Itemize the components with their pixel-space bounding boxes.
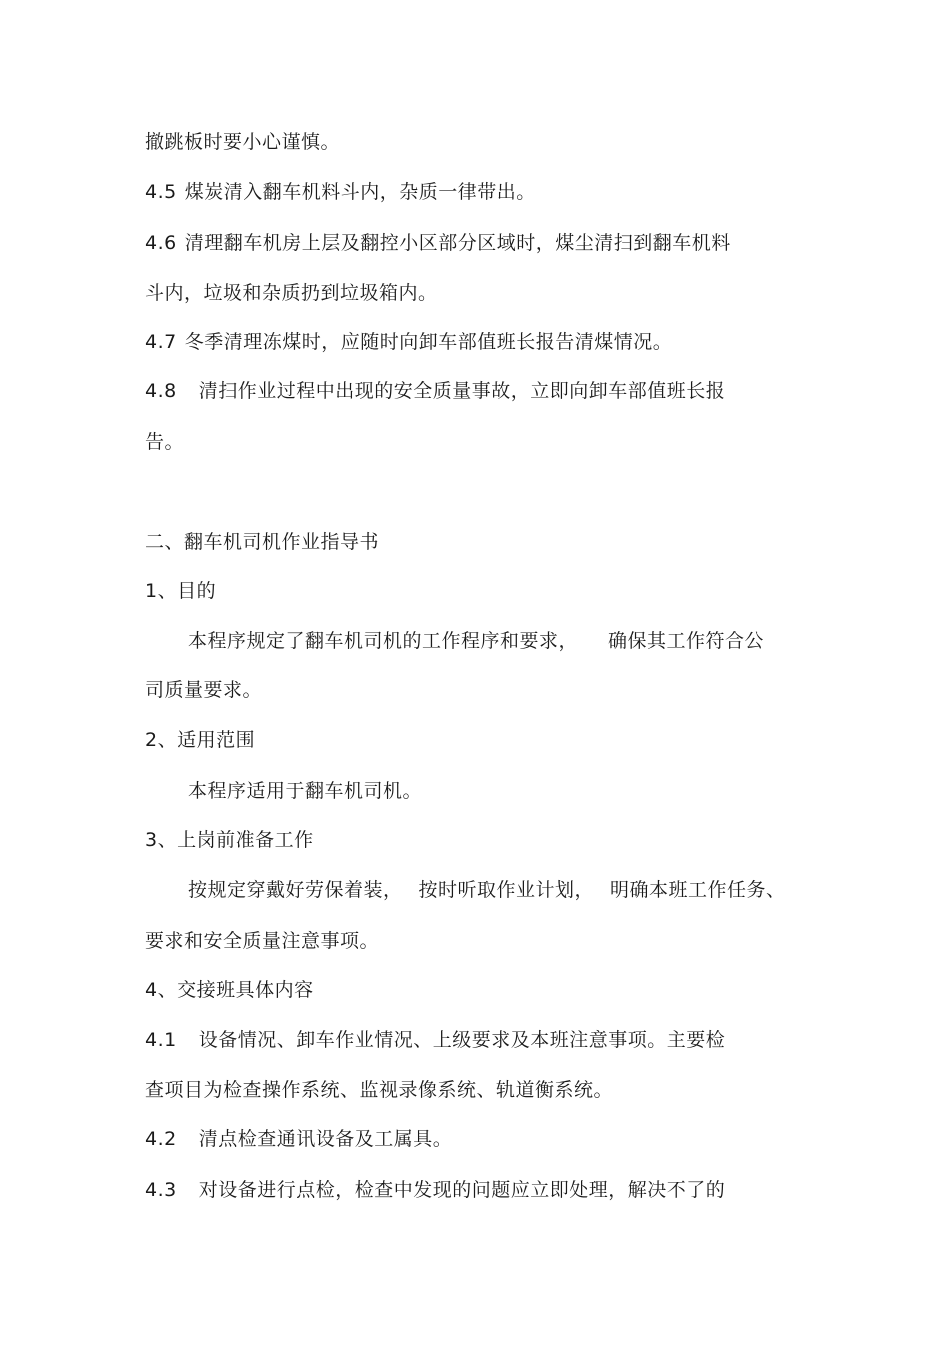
paragraph-text: 按规定穿戴好劳保着装，	[188, 879, 403, 901]
paragraph-text: 明确本班工作任务、	[610, 879, 786, 901]
paragraph-text: 斗内，垃圾和杂质扔到垃圾箱内。	[145, 282, 438, 304]
item-number: 4.7	[145, 331, 177, 353]
paragraph-text: 要求和安全质量注意事项。	[145, 930, 380, 952]
item-number: 4.6	[145, 232, 177, 254]
text-line-7	[145, 429, 184, 455]
item-4-8	[145, 378, 725, 404]
section-title: 二、翻车机司机作业指导书	[145, 531, 380, 553]
item-number: 4.1	[145, 1029, 177, 1051]
item-4-7	[145, 329, 672, 355]
text-line-16	[145, 928, 379, 954]
item-number: 4.3	[145, 1179, 177, 1201]
text-line-11	[145, 677, 262, 703]
paragraph-text: 告。	[145, 431, 185, 453]
item-text: 设备情况、卸车作业情况、上级要求及本班注意事项。主要检	[198, 1029, 726, 1051]
subheading-text: 4、交接班具体内容	[145, 979, 314, 1001]
paragraph-text: 确保其工作符合公	[608, 630, 765, 652]
text-line-1	[145, 129, 340, 155]
paragraph-text: 按时听取作业计划，	[418, 879, 595, 901]
item-4-5	[145, 179, 536, 205]
subheading-scope	[145, 727, 255, 753]
item-text: 清点检查通讯设备及工属具。	[198, 1128, 453, 1150]
item-4-2	[145, 1126, 452, 1152]
subheading-text: 3、上岗前准备工作	[145, 829, 314, 851]
paragraph-text: 本程序规定了翻车机司机的工作程序和要求，	[188, 630, 579, 652]
item-4-6	[145, 230, 731, 256]
subheading-preparation	[145, 827, 314, 853]
text-line-13	[188, 778, 422, 804]
section-heading	[145, 529, 379, 555]
item-4-3	[145, 1177, 725, 1203]
item-number: 4.8	[145, 380, 177, 402]
item-text: 冬季清理冻煤时，应随时向卸车部值班长报告清煤情况。	[184, 331, 673, 353]
item-text: 清理翻车机房上层及翻控小区部分区域时，煤尘清扫到翻车机料	[184, 232, 731, 254]
paragraph-text: 撤跳板时要小心谨慎。	[145, 131, 341, 153]
subheading-text: 2、适用范围	[145, 729, 256, 751]
text-line-15	[188, 877, 786, 903]
text-line-4	[145, 280, 438, 306]
paragraph-text: 司质量要求。	[145, 679, 263, 701]
item-text: 对设备进行点检，检查中发现的问题应立即处理，解决不了的	[198, 1179, 726, 1201]
item-number: 4.5	[145, 181, 177, 203]
item-number: 4.2	[145, 1128, 177, 1150]
subheading-text: 1、目的	[145, 580, 217, 602]
item-4-1	[145, 1027, 725, 1053]
item-text: 煤炭清入翻车机料斗内，杂质一律带出。	[184, 181, 536, 203]
paragraph-text: 查项目为检查操作系统、监视录像系统、轨道衡系统。	[145, 1079, 614, 1101]
paragraph-text: 本程序适用于翻车机司机。	[188, 780, 423, 802]
text-line-19	[145, 1077, 613, 1103]
subheading-purpose	[145, 578, 216, 604]
item-text: 清扫作业过程中出现的安全质量事故，立即向卸车部值班长报	[198, 380, 726, 402]
text-line-10	[188, 628, 764, 654]
subheading-handover	[145, 977, 314, 1003]
